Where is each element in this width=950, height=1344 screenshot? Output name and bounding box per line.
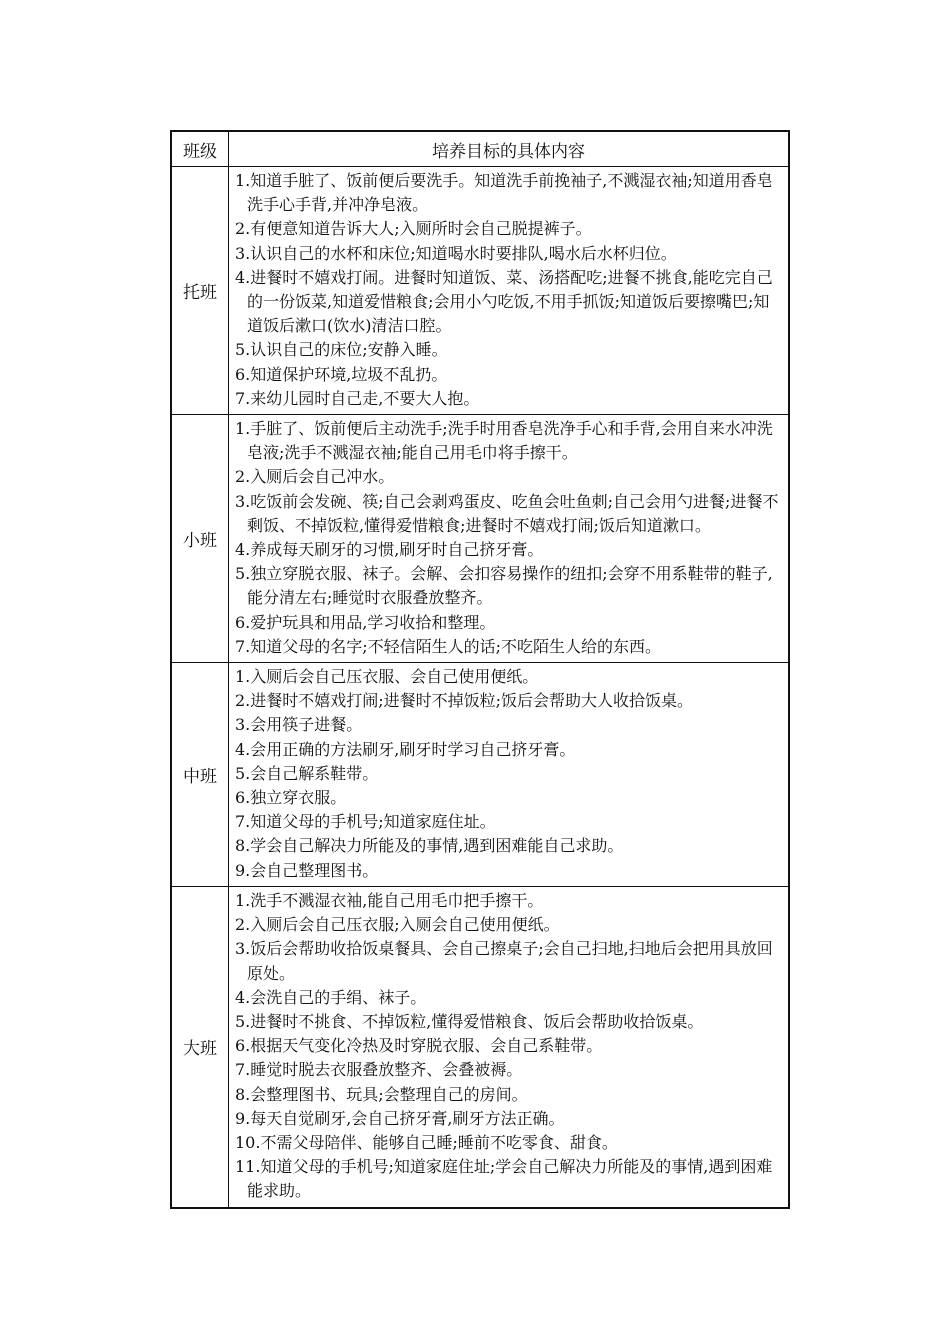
table-row bbox=[172, 886, 788, 1207]
goal-item: 7.知道父母的手机号;知道家庭住址。 bbox=[235, 812, 496, 832]
goal-item: 6.知道保护环境,垃圾不乱扔。 bbox=[235, 364, 448, 384]
table-header-row bbox=[172, 132, 788, 166]
header-class-cell: 班级 bbox=[172, 132, 229, 166]
header-content-cell: 培养目标的具体内容 bbox=[432, 141, 585, 162]
goal-item: 8.会整理图书、玩具;会整理自己的房间。 bbox=[235, 1084, 528, 1104]
goal-item: 1.知道手脏了、饭前便后要洗手。知道洗手前挽袖子,不溅湿衣袖;知道用香皂洗手心手背,并冲净皂液。 bbox=[235, 171, 773, 215]
class-level-cell: 托班 bbox=[172, 167, 229, 414]
goals-cell bbox=[229, 887, 788, 1207]
class-level-cell: 小班 bbox=[172, 415, 229, 662]
goals-cell bbox=[229, 415, 788, 662]
goal-item: 7.知道父母的名字;不轻信陌生人的话;不吃陌生人给的东西。 bbox=[235, 636, 662, 656]
class-level-cell: 大班 bbox=[172, 887, 229, 1207]
goal-item: 10.不需父母陪伴、能够自己睡;睡前不吃零食、甜食。 bbox=[235, 1132, 618, 1152]
table-row bbox=[172, 414, 788, 662]
table-body bbox=[172, 166, 788, 1207]
goal-item: 5.认识自己的床位;安静入睡。 bbox=[235, 340, 448, 360]
goal-item: 3.吃饭前会发碗、筷;自己会剥鸡蛋皮、吃鱼会吐鱼刺;自己会用勺进餐;进餐不剩饭、不掉饭粒,懂得爱惜粮食;进餐时不嬉戏打闹;饭后知道漱口。 bbox=[235, 491, 779, 535]
goal-item: 8.学会自己解决力所能及的事情,遇到困难能自己求助。 bbox=[235, 836, 624, 856]
goal-item: 7.来幼儿园时自己走,不要大人抱。 bbox=[235, 388, 480, 408]
table-row bbox=[172, 662, 788, 886]
goal-item: 2.有便意知道告诉大人;入厕所时会自己脱提裤子。 bbox=[235, 219, 592, 239]
goal-item: 5.独立穿脱衣服、袜子。会解、会扣容易操作的纽扣;会穿不用系鞋带的鞋子,能分清左右;睡觉时衣服叠放整齐。 bbox=[235, 564, 773, 608]
goals-table bbox=[170, 130, 790, 1209]
goal-item: 9.每天自觉刷牙,会自己挤牙膏,刷牙方法正确。 bbox=[235, 1108, 565, 1128]
goal-item: 9.会自己整理图书。 bbox=[235, 860, 379, 880]
goal-item: 6.独立穿衣服。 bbox=[235, 788, 347, 808]
goal-item: 3.会用筷子进餐。 bbox=[235, 715, 363, 735]
goal-item: 2.入厕后会自己压衣服;入厕会自己使用便纸。 bbox=[235, 915, 560, 935]
goal-item: 3.饭后会帮助收拾饭桌餐具、会自己擦桌子;会自己扫地,扫地后会把用具放回原处。 bbox=[235, 939, 773, 983]
goal-item: 11.知道父母的手机号;知道家庭住址;学会自己解决力所能及的事情,遇到困难能求助。 bbox=[235, 1157, 773, 1201]
goal-item: 1.手脏了、饭前便后主动洗手;洗手时用香皂洗净手心和手背,会用自来水冲洗皂液;洗手不溅湿衣袖;能自己用毛巾将手擦干。 bbox=[235, 419, 773, 463]
goal-item: 4.会用正确的方法刷牙,刷牙时学习自己挤牙膏。 bbox=[235, 739, 576, 759]
goal-item: 5.进餐时不挑食、不掉饭粒,懂得爱惜粮食、饭后会帮助收拾饭桌。 bbox=[235, 1011, 704, 1031]
goals-cell bbox=[229, 167, 788, 414]
table-row bbox=[172, 166, 788, 414]
goal-item: 4.进餐时不嬉戏打闹。进餐时知道饭、菜、汤搭配吃;进餐不挑食,能吃完自己的一份饭菜,知道爱惜粮食;会用小勺吃饭,不用手抓饭;知道饭后要擦嘴巴;知道饭后漱口(饮水)清洁口腔。 bbox=[235, 267, 773, 336]
goal-item: 2.进餐时不嬉戏打闹;进餐时不掉饭粒;饭后会帮助大人收拾饭桌。 bbox=[235, 691, 694, 711]
goal-item: 4.会洗自己的手绢、袜子。 bbox=[235, 987, 427, 1007]
goal-item: 1.洗手不溅湿衣袖,能自己用毛巾把手擦干。 bbox=[235, 890, 544, 910]
goal-item: 4.养成每天刷牙的习惯,刷牙时自己挤牙膏。 bbox=[235, 540, 544, 560]
class-level-cell: 中班 bbox=[172, 663, 229, 886]
goals-cell bbox=[229, 663, 788, 886]
goal-item: 2.入厕后会自己冲水。 bbox=[235, 467, 395, 487]
goal-item: 1.入厕后会自己压衣服、会自己使用便纸。 bbox=[235, 667, 539, 687]
goal-item: 6.根据天气变化冷热及时穿脱衣服、会自己系鞋带。 bbox=[235, 1036, 603, 1056]
goal-item: 5.会自己解系鞋带。 bbox=[235, 763, 379, 783]
goal-item: 7.睡觉时脱去衣服叠放整齐、会叠被褥。 bbox=[235, 1060, 523, 1080]
goal-item: 3.认识自己的水杯和床位;知道喝水时要排队,喝水后水杯归位。 bbox=[235, 243, 677, 263]
goal-item: 6.爱护玩具和用品,学习收拾和整理。 bbox=[235, 612, 496, 632]
